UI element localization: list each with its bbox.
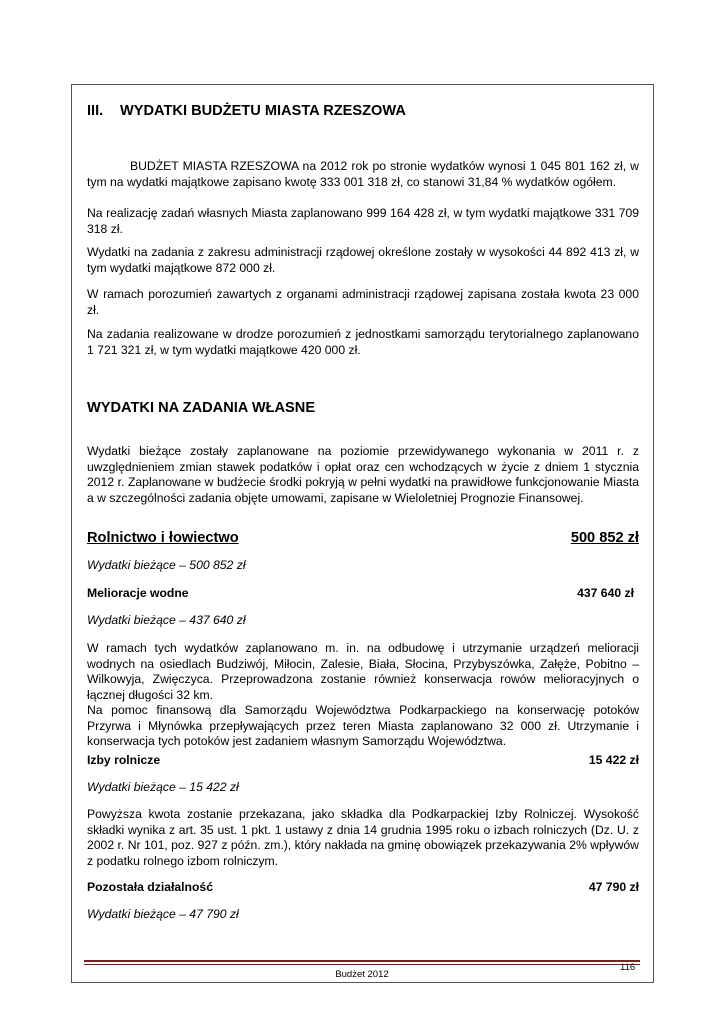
footer-rule (84, 960, 640, 962)
intro-paragraph-4: W ramach porozumień zawartych z organami administracji rządowej zapisana została kwota 23 000 zł. (87, 287, 639, 317)
section-heading (87, 103, 639, 119)
melioration-heading (87, 586, 634, 600)
chambers-current: Wydatki bieżące – 15 422 zł (87, 780, 239, 794)
footer-rule-thin (84, 964, 640, 965)
other-amount: 47 790 zł (588, 880, 639, 894)
own-tasks-heading: WYDATKI NA ZADANIA WŁASNE (87, 400, 316, 416)
intro-paragraph-3: Wydatki na zadania z zakresu administracji rządowej określone zostały w wysokości 44 892 413 zł, w tym wydatki majątkowe 872 000 zł. (87, 245, 639, 275)
own-tasks-paragraph: Wydatki bieżące zostały zaplanowane na poziomie przewidywanego wykonania w 2011 r. z uwzględnieniem zmian stawek podatków i opłat oraz cen wchodzących w życie z dniem 1 stycznia 2012 r. Zaplanowane w budżecie środki pokryją w pełni wydatki na prawidłowe funkcjonowanie Miasta a w szczególności zadania objęte umowami, zapisane w Wieloletniej Prognozie Finansowej. (87, 444, 639, 505)
chambers-title: Izby rolnicze (87, 753, 161, 767)
chambers-heading (87, 753, 639, 767)
agriculture-amount: 500 852 zł (570, 530, 639, 546)
agriculture-heading (87, 530, 639, 546)
intro-paragraph-2: Na realizację zadań własnych Miasta zaplanowano 999 164 428 zł, w tym wydatki majątkowe 331 709 318 zł. (87, 206, 639, 236)
chambers-paragraph: Powyższa kwota zostanie przekazana, jako składka dla Podkarpackiej Izby Rolniczej. Wysokość składki wynika z art. 35 ust. 1 pkt. 1 ustawy z dnia 14 grudnia 1995 roku o izbach rolniczych (Dz. U. z 2002 r. Nr 101, poz. 927 z późn. zm.), który nakłada na gminę obowiązek przekazywania 2% wpływów z podatku rolnego izbom rolniczym. (87, 807, 639, 868)
other-heading (87, 880, 639, 894)
agriculture-title: Rolnictwo i łowiectwo (87, 530, 239, 546)
melioration-paragraph-2: Na pomoc finansową dla Samorządu Województwa Podkarpackiego na konserwację potoków Przyrwa i Młynówka przepływających przez teren Miasta zaplanowano 32 000 zł. Utrzymanie i konserwacja tych potoków jest zadaniem własnym Samorządu Województwa. (87, 703, 639, 748)
melioration-paragraph-1: W ramach tych wydatków zaplanowano m. in. na odbudowę i utrzymanie urządzeń melioracji wodnych na osiedlach Budziwój, Miłocin, Zalesie, Biała, Słocina, Przybyszówka, Załęże, Pobitno – Wilkowyja, Zwięczyca. Przeprowadzona zostanie również konserwacja rowów melioracyjnych o łącznej długości 32 km. (87, 641, 639, 702)
footer-title: Budżet 2012 (335, 969, 389, 980)
other-title: Pozostała działalność (87, 880, 213, 894)
other-current: Wydatki bieżące – 47 790 zł (87, 907, 239, 921)
page-number: 116 (620, 962, 636, 973)
intro-paragraph-1: BUDŻET MIASTA RZESZOWA na 2012 rok po stronie wydatków wynosi 1 045 801 162 zł, w tym na wydatki majątkowe zapisano kwotę 333 001 318 zł, co stanowi 31,84 % wydatków ogółem. (87, 159, 639, 189)
section-number: III. (87, 103, 104, 119)
agriculture-current: Wydatki bieżące – 500 852 zł (87, 558, 246, 572)
melioration-title: Melioracje wodne (87, 586, 189, 600)
section-title: WYDATKI BUDŻETU MIASTA RZESZOWA (120, 103, 406, 119)
chambers-amount: 15 422 zł (588, 753, 639, 767)
intro-paragraph-5: Na zadania realizowane w drodze porozumień z jednostkami samorządu terytorialnego zaplanowano 1 721 321 zł, w tym wydatki majątkowe 420 000 zł. (87, 327, 639, 357)
melioration-amount: 437 640 zł (577, 586, 634, 600)
melioration-current: Wydatki bieżące – 437 640 zł (87, 613, 246, 627)
